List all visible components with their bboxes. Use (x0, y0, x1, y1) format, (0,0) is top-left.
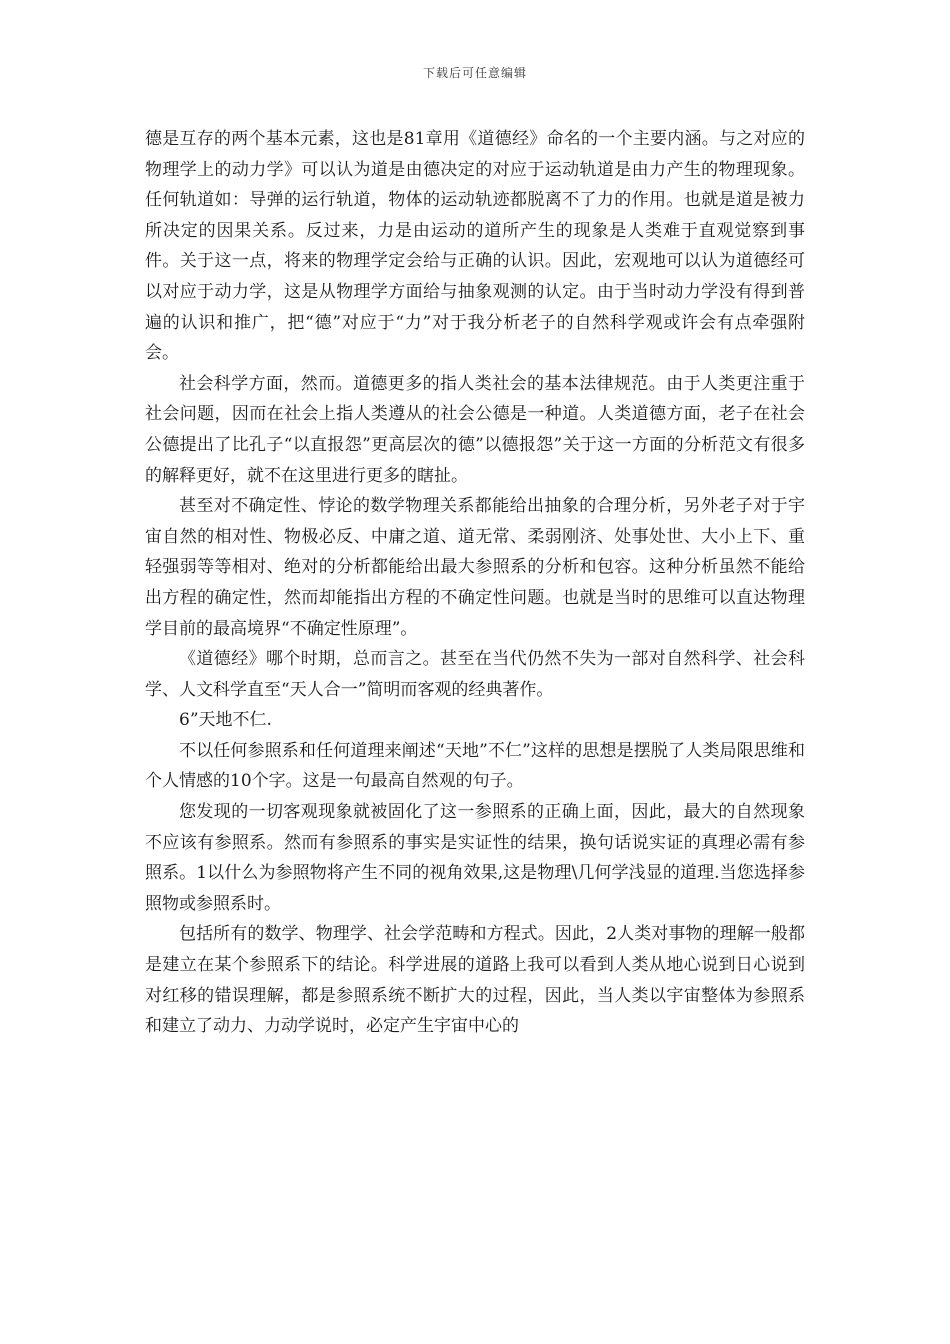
paragraph: 《道德经》哪个时期，总而言之。甚至在当代仍然不失为一部对自然科学、社会科学、人文科学直至“天人合一”简明而客观的经典著作。 (145, 649, 805, 700)
paragraph: 您发现的一切客观现象就被固化了这一参照系的正确上面，因此，最大的自然现象不应该有参照系。然而有参照系的事实是实证性的结果，换句话说实证的真理必需有参照系。1以什么为参照物将产生不同的视角效果,这是物理\几何学浅显的道理.当您选择参照物或参照系时。 (145, 802, 805, 914)
paragraph: 社会科学方面，然而。道德更多的指人类社会的基本法律规范。由于人类更注重于社会问题，因而在社会上指人类遵从的社会公德是一种道。人类道德方面，老子在社会公德提出了比孔子“以直报怨”更高层次的德”以德报怨”关于这一方面的分析范文有很多的解释更好，就不在这里进行更多的瞎扯。 (145, 373, 805, 486)
section-heading: 6”天地不仁. (179, 710, 272, 731)
paragraph: 包括所有的数学、物理学、社会学范畴和方程式。因此，2人类对事物的理解一般都是建立在某个参照系下的结论。科学进展的道路上我可以看到人类从地心说到日心说到对红移的错误理解，都是参照系统不断扩大的过程，因此，当人类以宇宙整体为参照系和建立了动力、力动学说时，必定产生宇宙中心的 (145, 924, 805, 1037)
page-header: 下载后可任意编辑 (422, 66, 527, 80)
document-body (145, 124, 805, 1042)
paragraph: 不以任何参照系和任何道理来阐述“天地”不仁”这样的思想是摆脱了人类局限思维和个人情感的10个字。这是一句最高自然观的句子。 (145, 740, 805, 792)
paragraph: 甚至对不确定性、悖论的数学物理关系都能给出抽象的合理分析，另外老子对于宇宙自然的相对性、物极必反、中庸之道、道无常、柔弱刚济、处事处世、大小上下、重轻强弱等等相对、绝对的分析都能给出最大参照系的分析和包容。这种分析虽然不能给出方程的确定性，然而却能指出方程的不确定性问题。也就是当时的思维可以直达物理学目前的最高境界“不确定性原理”。 (145, 496, 805, 639)
paragraph: 德是互存的两个基本元素，这也是81章用《道德经》命名的一个主要内涵。与之对应的物理学上的动力学》可以认为道是由德决定的对应于运动轨道是由力产生的物理现象。任何轨道如：导弹的运行轨道，物体的运动轨迹都脱离不了力的作用。也就是道是被力所决定的因果关系。反过来，力是由运动的道所产生的现象是人类难于直观觉察到事件。关于这一点，将来的物理学定会给与正确的认识。因此，宏观地可以认为道德经可以对应于动力学，这是从物理学方面给与抽象观测的认定。由于当时动力学没有得到普遍的认识和推广，把“德”对应于“力”对于我分析老子的自然科学观或许会有点牵强附会。 (145, 129, 805, 364)
